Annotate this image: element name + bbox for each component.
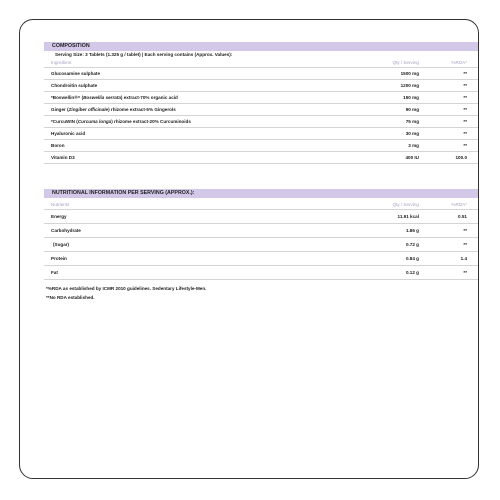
- table-row: [44, 80, 478, 92]
- ingredient-name: *Boswellin®^ (Boswellia serrata) extract-70% organic acid: [51, 95, 178, 100]
- serving-size: Serving Size: 3 Tablets (1.325 g / tablet) | Each serving contains (Approx. Values):: [55, 52, 233, 57]
- ingredient-name: Glucosamine sulphate: [51, 71, 101, 76]
- ingredient-rda: **: [463, 95, 467, 100]
- ingredient-qty: 90 mg: [405, 107, 419, 112]
- nutrition-header: NUTRITIONAL INFORMATION PER SERVING (APPROX.):: [44, 189, 478, 198]
- ingredient-qty: 75 mg: [405, 119, 419, 124]
- ingredient-rda: **: [463, 107, 467, 112]
- table-row: [44, 68, 478, 80]
- nutrient-qty: 1.86 g: [405, 228, 419, 233]
- table-row: [44, 224, 478, 238]
- label-card: [19, 19, 479, 479]
- table-row: [44, 104, 478, 116]
- ingredient-name: Boron: [51, 143, 65, 148]
- ingredient-rda: **: [463, 131, 467, 136]
- table-row: [44, 92, 478, 104]
- composition-section: [44, 42, 478, 164]
- ingredient-qty: 3 mg: [408, 143, 419, 148]
- col-ingredient: Ingredient: [51, 60, 72, 65]
- table-row: [44, 252, 478, 266]
- nutrient-qty: 0.12 g: [405, 270, 419, 275]
- nutrient-name: Protein: [51, 256, 67, 261]
- footnote-rda: *%RDA as established by ICMR 2010 guidelines. Sedentary Lifestyle-Men.: [46, 286, 207, 291]
- ingredient-qty: 400 IU: [405, 155, 419, 160]
- nutrient-qty: 0.72 g: [405, 242, 419, 247]
- nutrient-rda: **: [463, 228, 467, 233]
- col-rda: %RDA*: [451, 60, 467, 65]
- ingredient-qty: 1200 mg: [400, 83, 419, 88]
- ingredient-rda: **: [463, 71, 467, 76]
- nutrient-qty: 11.91 kcal: [397, 214, 419, 219]
- ingredient-name: Chondroitin sulphate: [51, 83, 98, 88]
- nutrient-name: Carbohydrate: [51, 228, 81, 233]
- table-row: [44, 210, 478, 224]
- col-qty: Qty / Serving: [392, 60, 419, 65]
- nutrient-rda: 0.51: [458, 214, 467, 219]
- footnote-no-rda: **No RDA established.: [46, 294, 95, 300]
- table-row: [44, 128, 478, 140]
- col-nutrients: Nutrients: [51, 202, 70, 207]
- composition-header: COMPOSITION: [44, 42, 478, 51]
- nutrient-name: Fat: [51, 270, 58, 275]
- nutrient-rda: **: [463, 242, 467, 247]
- ingredient-rda: **: [463, 143, 467, 148]
- ingredient-rda: **: [463, 83, 467, 88]
- table-row: [44, 152, 478, 164]
- nutrient-qty: 0.84 g: [405, 256, 419, 261]
- table-row: [44, 140, 478, 152]
- table-row: [44, 238, 478, 252]
- footnotes: [46, 285, 206, 302]
- nutrient-rda: 1.4: [460, 256, 467, 261]
- ingredient-name: *CurcuWIN (Curcuma longa) rhizome extract-20% Curcuminoids: [51, 119, 191, 124]
- composition-column-headers: [44, 59, 478, 68]
- ingredient-name: Ginger (Zingiber officinale) rhizome extract-5% Gingerols: [51, 107, 176, 112]
- table-row: [44, 116, 478, 128]
- ingredient-qty: 1500 mg: [400, 71, 419, 76]
- nutrient-rda: **: [463, 270, 467, 275]
- nutrition-section: [44, 189, 478, 280]
- ingredient-qty: 30 mg: [405, 131, 419, 136]
- ingredient-rda: **: [463, 119, 467, 124]
- nutrient-name: (Sugar): [53, 242, 70, 247]
- nutrient-name: Energy: [51, 214, 67, 219]
- col-qty: Qty / Serving: [392, 202, 419, 207]
- ingredient-qty: 150 mg: [403, 95, 419, 100]
- ingredient-name: Vitamin D3: [51, 155, 75, 160]
- col-rda: %RDA*: [451, 202, 467, 207]
- ingredient-name: Hyaluronic acid: [51, 131, 86, 136]
- nutrition-column-headers: [44, 201, 478, 210]
- table-row: [44, 266, 478, 280]
- ingredient-rda: 100.0: [455, 155, 467, 160]
